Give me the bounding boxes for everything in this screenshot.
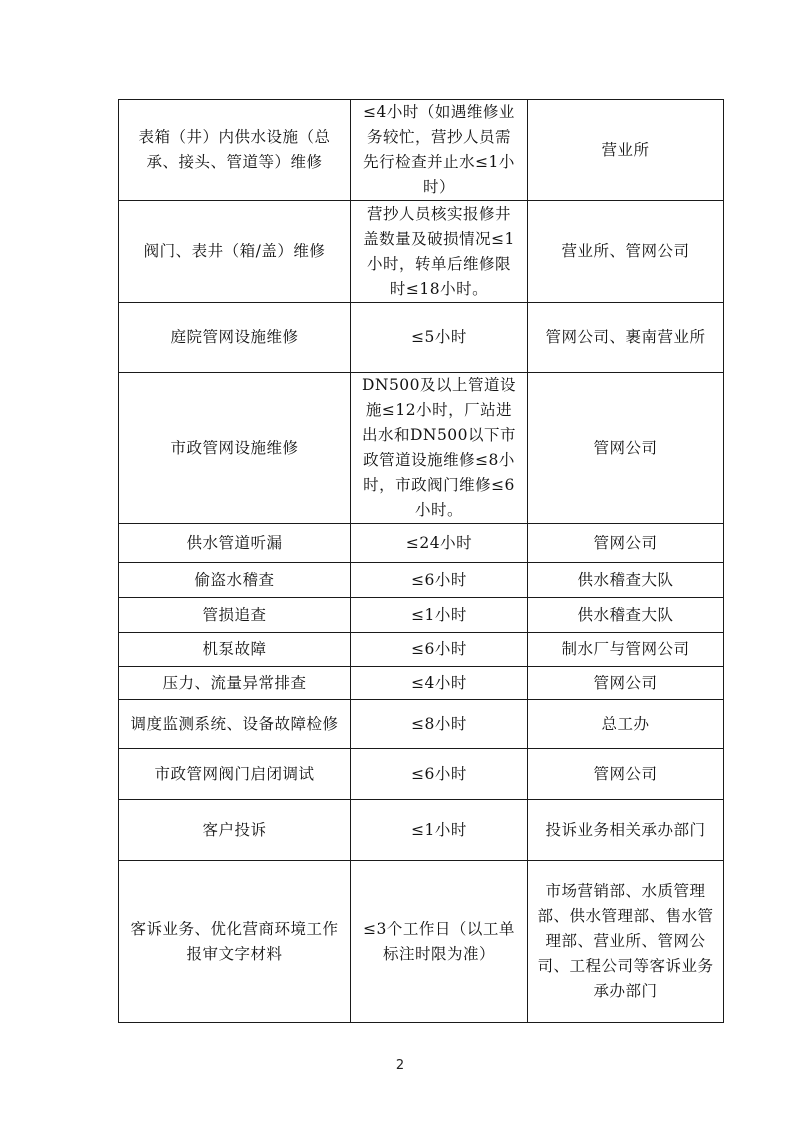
repair-item-cell: 市政管网设施维修: [119, 373, 351, 524]
time-limit-cell: ≤6小时: [351, 633, 528, 667]
time-limit-cell: 营抄人员核实报修井盖数量及破损情况≤1小时，转单后维修限时≤18小时。: [351, 201, 528, 303]
table-row: [119, 700, 724, 749]
repair-item-cell: 调度监测系统、设备故障检修: [119, 700, 351, 749]
repair-item-cell: 压力、流量异常排查: [119, 667, 351, 700]
repair-item-cell: 客户投诉: [119, 800, 351, 861]
repair-item-cell: 客诉业务、优化营商环境工作报审文字材料: [119, 861, 351, 1023]
time-limit-cell: ≤4小时（如遇维修业务较忙，营抄人员需先行检查并止水≤1小时）: [351, 100, 528, 201]
table-row: [119, 373, 724, 524]
responsible-dept-cell: 供水稽查大队: [528, 563, 724, 598]
time-limit-cell: ≤6小时: [351, 563, 528, 598]
table-row: [119, 303, 724, 373]
table-row: [119, 633, 724, 667]
time-limit-cell: ≤24小时: [351, 524, 528, 563]
table-row: [119, 800, 724, 861]
table-row: [119, 667, 724, 700]
responsible-dept-cell: 管网公司: [528, 749, 724, 800]
responsible-dept-cell: 制水厂与管网公司: [528, 633, 724, 667]
responsible-dept-cell: 管网公司: [528, 373, 724, 524]
responsible-dept-cell: 投诉业务相关承办部门: [528, 800, 724, 861]
repair-item-cell: 偷盗水稽查: [119, 563, 351, 598]
repair-item-cell: 供水管道听漏: [119, 524, 351, 563]
time-limit-cell: ≤1小时: [351, 598, 528, 633]
repair-item-cell: 市政管网阀门启闭调试: [119, 749, 351, 800]
time-limit-cell: ≤5小时: [351, 303, 528, 373]
responsible-dept-cell: 营业所、管网公司: [528, 201, 724, 303]
table-row: [119, 201, 724, 303]
responsible-dept-cell: 总工办: [528, 700, 724, 749]
responsible-dept-cell: 供水稽查大队: [528, 598, 724, 633]
time-limit-cell: ≤4小时: [351, 667, 528, 700]
time-limit-cell: ≤8小时: [351, 700, 528, 749]
responsible-dept-cell: 管网公司: [528, 667, 724, 700]
page-number: 2: [395, 1058, 405, 1073]
repair-item-cell: 表箱（井）内供水设施（总承、接头、管道等）维修: [119, 100, 351, 201]
responsible-dept-cell: 营业所: [528, 100, 724, 201]
time-limit-cell: DN500及以上管道设施≤12小时，厂站进出水和DN500以下市政管道设施维修≤8小时，市政阀门维修≤6小时。: [351, 373, 528, 524]
time-limit-cell: ≤3个工作日（以工单标注时限为准）: [351, 861, 528, 1023]
table-row: [119, 598, 724, 633]
repair-item-cell: 阀门、表井（箱/盖）维修: [119, 201, 351, 303]
responsible-dept-cell: 管网公司、裹南营业所: [528, 303, 724, 373]
repair-item-cell: 庭院管网设施维修: [119, 303, 351, 373]
repair-item-cell: 机泵故障: [119, 633, 351, 667]
time-limit-cell: ≤6小时: [351, 749, 528, 800]
table-row: [119, 100, 724, 201]
table-row: [119, 749, 724, 800]
responsible-dept-cell: 管网公司: [528, 524, 724, 563]
table-row: [119, 524, 724, 563]
service-time-limit-table: [118, 99, 724, 1023]
table-row: [119, 861, 724, 1023]
responsible-dept-cell: 市场营销部、水质管理部、供水管理部、售水管理部、营业所、管网公司、工程公司等客诉业务承办部门: [528, 861, 724, 1023]
table-row: [119, 563, 724, 598]
time-limit-cell: ≤1小时: [351, 800, 528, 861]
repair-item-cell: 管损追查: [119, 598, 351, 633]
